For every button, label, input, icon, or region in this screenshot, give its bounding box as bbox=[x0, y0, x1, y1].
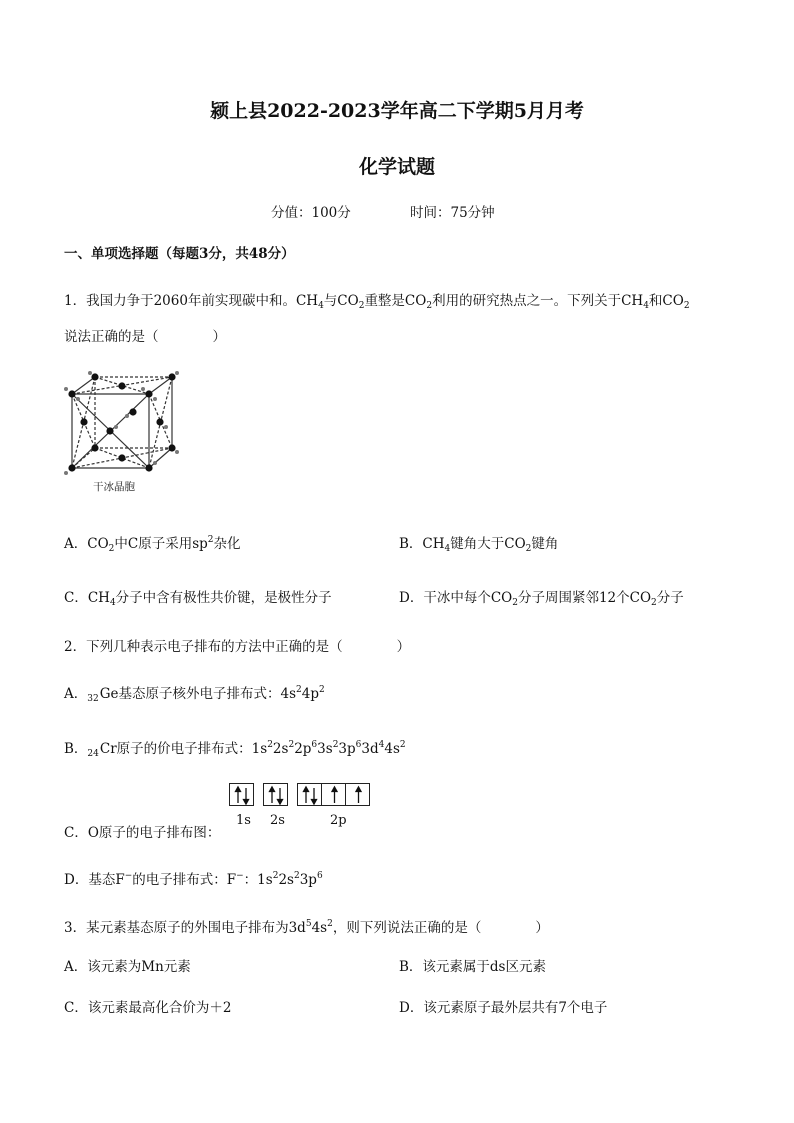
q1-option-a[interactable]: A．$CO_2$中C原子采用$sp^2$杂化 bbox=[64, 535, 241, 554]
time-info: 时间：75分钟 bbox=[410, 205, 495, 221]
orbital-label-2s: 2s bbox=[270, 813, 285, 828]
exam-subtitle: 化学试题 bbox=[358, 156, 435, 178]
figure-caption: 干冰晶胞 bbox=[93, 481, 135, 493]
orbital-2p-box-3 bbox=[345, 783, 370, 806]
q1-option-d[interactable]: D．干冰中每个$CO_2$分子周围紧邻12个$CO_2$分子 bbox=[399, 590, 684, 608]
score-info: 分值：100分 bbox=[271, 205, 351, 221]
orbital-2p-box-1 bbox=[297, 783, 322, 806]
orbital-diagram bbox=[229, 783, 379, 833]
q3-option-d[interactable]: D．该元素原子最外层共有7个电子 bbox=[399, 1000, 608, 1016]
q1-stem-line1: 1．我国力争于2060年前实现碳中和。$CH_4$与$CO_2$重整是$CO_2$利用的研究热点之一。下列关于$CH_4$和$CO_2$ bbox=[64, 293, 690, 311]
orbital-label-2p: 2p bbox=[330, 813, 347, 828]
q2-option-a[interactable]: A．$_{32}$Ge基态原子核外电子排布式：$4s^24p^2$ bbox=[64, 685, 325, 704]
orbital-label-1s: 1s bbox=[236, 813, 251, 828]
orbital-2p-box-2 bbox=[321, 783, 346, 806]
q2-option-b[interactable]: B．$_{24}$Cr原子的价电子排布式：$1s^22s^22p^63s^23p^63d^44s^2$ bbox=[64, 740, 406, 759]
q3-stem: 3．某元素基态原子的外围电子排布为$3d^54s^2$，则下列说法正确的是（ ） bbox=[64, 919, 549, 936]
section-heading: 一、单项选择题（每题3分，共48分） bbox=[64, 246, 295, 262]
q3-option-c[interactable]: C．该元素最高化合价为＋2 bbox=[64, 1000, 232, 1016]
exam-title: 颍上县2022-2023学年高二下学期5月月考 bbox=[210, 100, 584, 122]
q2-stem: 2．下列几种表示电子排布的方法中正确的是（ ） bbox=[64, 639, 411, 655]
q1-option-b[interactable]: B．$CH_4$键角大于$CO_2$键角 bbox=[399, 536, 559, 554]
orbital-1s-box bbox=[229, 783, 254, 806]
dry-ice-unit-cell-figure bbox=[62, 364, 182, 496]
q2-option-d[interactable]: D．基态F−的电子排布式：F−：$1s^22s^23p^6$ bbox=[64, 871, 323, 888]
q2-option-c[interactable]: C．O原子的电子排布图： bbox=[64, 825, 221, 841]
q1-stem-line2: 说法正确的是（ ） bbox=[64, 329, 226, 345]
q1-option-c[interactable]: C．$CH_4$分子中含有极性共价键，是极性分子 bbox=[64, 590, 332, 608]
orbital-2s-box bbox=[263, 783, 288, 806]
q3-option-b[interactable]: B．该元素属于ds区元素 bbox=[399, 959, 546, 975]
q3-option-a[interactable]: A．该元素为Mn元素 bbox=[64, 959, 191, 975]
